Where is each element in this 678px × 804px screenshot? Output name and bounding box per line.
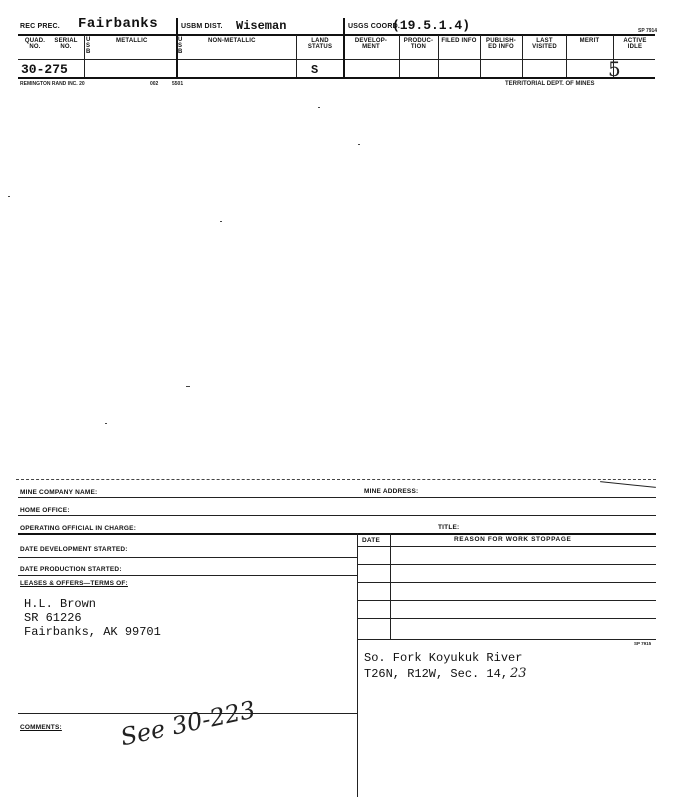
scan-speck [318,107,320,108]
col-last-visited: LAST VISITED [532,38,557,50]
usgs-coord-value: (19.5.1.4) [392,18,471,33]
col-development: DEVELOP-MENT [354,38,388,50]
mine-company-name-label: MINE COMPANY NAME: [20,489,98,496]
leases-label: LEASES & OFFERS—TERMS OF: [20,580,128,587]
col-divider [296,35,297,77]
col-active-idle: ACTIVE IDLE [623,38,647,50]
col-usbm-nonmetallic-code: U S B [178,37,183,55]
card-edge-rule [16,479,656,480]
usbm-dist-value: Wiseman [236,19,287,33]
printer-label: REMINGTON RAND INC. 20 [20,81,85,87]
row-rule [18,557,357,558]
usgs-coord-label: USGS COORD. [348,23,400,30]
col-filed-info: FILED INFO [441,38,477,44]
row-rule [18,575,357,576]
quad-serial-value: 30-275 [21,62,68,77]
location-line [364,666,527,682]
row-rule [18,533,656,535]
row-rule [18,497,656,498]
comments-label: COMMENTS: [20,724,62,731]
header-rule [18,34,655,36]
lease-line: Fairbanks, AK 99701 [24,625,161,639]
location-line: So. Fork Koyukuk River [364,651,523,665]
row-bottom-rule [18,77,655,79]
scan-speck [358,144,360,145]
col-metallic: METALLIC [116,38,148,44]
col-divider [399,35,400,77]
location-block [364,651,527,682]
col-divider [438,35,439,77]
active-idle-mark: 5 [608,57,621,81]
development-started-label: DATE DEVELOPMENT STARTED: [20,546,128,553]
col-serial-no: SERIAL NO. [54,38,78,50]
col-published-info: PUBLISH-ED INFO [486,38,516,50]
scan-speck [220,221,222,222]
location-line-typed: T26N, R12W, Sec. 14, [364,667,509,681]
mine-address-label: MINE ADDRESS: [364,488,419,495]
lease-line: H.L. Brown [24,597,97,611]
col-non-metallic: NON-METALLIC [208,38,256,44]
row-rule [18,515,656,516]
production-started-label: DATE PRODUCTION STARTED: [20,566,122,573]
scan-speck [105,423,107,424]
table-rule [357,546,656,547]
table-rule [357,618,656,619]
scan-speck [8,196,10,197]
comments-handwritten: See 30-223 [118,695,258,752]
col-production: PRODUC-TION [403,38,434,50]
rec-prec-value: Fairbanks [78,16,159,32]
reason-column-label: REASON FOR WORK STOPPAGE [454,536,572,543]
table-rule [357,600,656,601]
operating-official-label: OPERATING OFFICIAL IN CHARGE: [20,525,137,532]
date-column-label: DATE [362,537,381,544]
form-number-top: SP 7914 [638,28,658,34]
rec-prec-label: REC PREC. [20,23,60,30]
printer-code-2: 5501 [172,81,184,87]
department-label: TERRITORIAL DEPT. OF MINES [505,81,595,87]
col-divider [566,35,567,77]
lease-line: SR 61226 [24,611,82,625]
title-label: TITLE: [438,524,460,531]
lease-holder-block [24,597,161,639]
col-quad-no: QUAD. NO. [24,38,46,50]
card-corner-mark [600,481,656,488]
table-rule [357,582,656,583]
col-divider [84,35,85,77]
home-office-label: HOME OFFICE: [20,507,70,514]
col-merit: MERIT [579,38,600,44]
land-status-value: S [311,63,319,77]
scan-speck [186,386,190,387]
col-usbm-metallic-code: U S B [86,37,91,55]
col-divider [343,18,345,77]
table-rule [357,564,656,565]
location-handwritten-section: 23 [510,666,527,681]
col-divider [522,35,523,77]
column-header-rule [18,59,655,60]
date-divider [390,533,391,639]
col-divider [480,35,481,77]
usbm-dist-label: USBM DIST. [181,23,223,30]
col-land-status: LAND STATUS [307,38,333,50]
printer-code-1: 002 [150,81,159,87]
form-number-bottom: SP 7915 [634,641,652,646]
table-rule [357,639,656,640]
center-divider [357,533,358,797]
